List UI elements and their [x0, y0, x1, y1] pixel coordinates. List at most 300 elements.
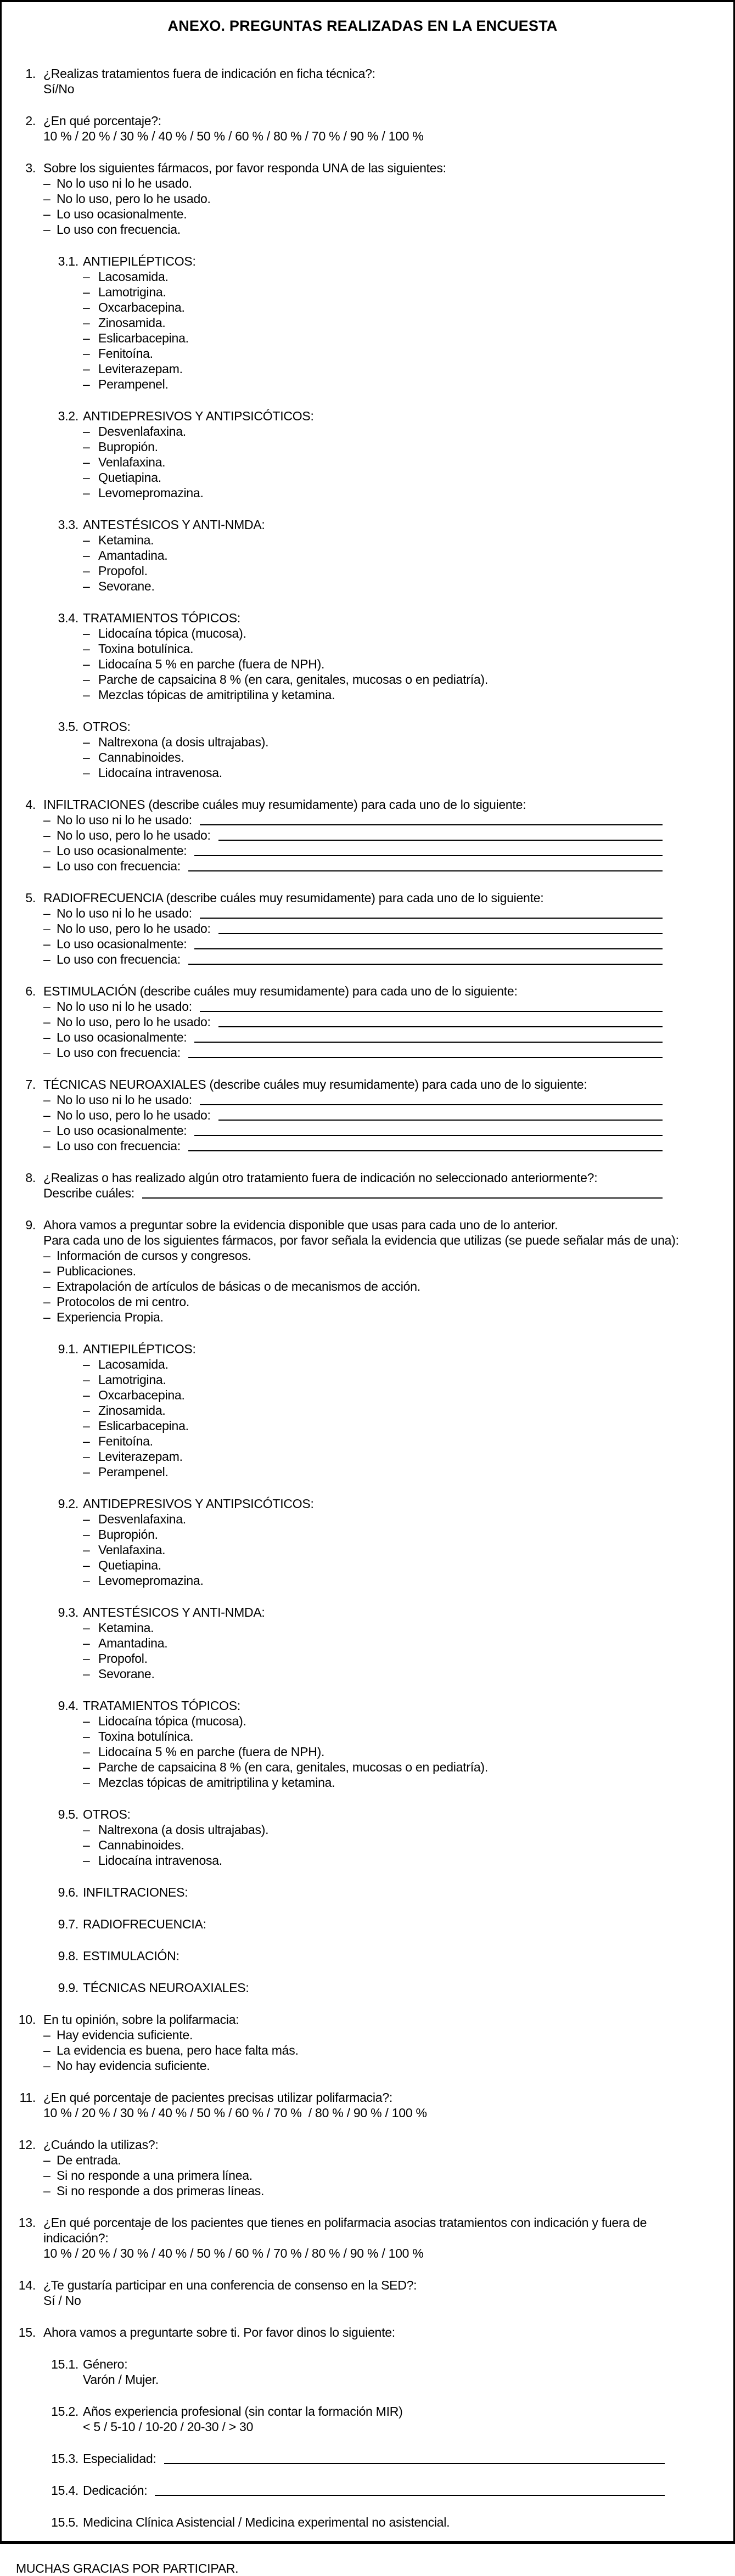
question-content [43, 160, 712, 237]
subsection-15.4 [46, 2483, 733, 2498]
subsection-header-row [46, 2515, 733, 2530]
sub-item-label: Fenitoína. [98, 1434, 153, 1448]
sub-item-row [83, 1403, 714, 1418]
question-9 [16, 1217, 733, 1995]
sub-item-row [83, 330, 714, 346]
question-header-row [16, 66, 733, 97]
sub-item-label: Perampenel. [98, 377, 169, 391]
option-row [43, 812, 712, 828]
sub-item-label: Levomepromazina. [98, 486, 204, 500]
option-label: Lo uso ocasionalmente. [57, 207, 187, 221]
dash-icon: – [83, 1621, 90, 1635]
dash-icon: – [83, 688, 90, 702]
question-content [43, 1077, 712, 1154]
question-content [43, 66, 712, 97]
dash-icon: – [83, 285, 90, 299]
sub-item-label: Lacosamida. [98, 1357, 169, 1371]
question-line [43, 81, 712, 97]
question-line [43, 160, 712, 176]
question-text: ESTIMULACIÓN (describe cuáles muy resumidamente) para cada uno de lo siguiente: [43, 984, 518, 998]
subsection-content [83, 408, 714, 500]
option-row [43, 921, 712, 936]
question-content [43, 797, 712, 874]
blank-line [200, 999, 663, 1012]
subsection-3.5 [46, 719, 733, 780]
subsection-title: ANTESTÉSICOS Y ANTI-NMDA: [83, 518, 265, 532]
dash-icon: – [83, 486, 90, 500]
subsection-9.4 [46, 1698, 733, 1790]
subsection-content [83, 2404, 714, 2434]
subsection-content [83, 1916, 714, 1932]
subsection-header-row [46, 2451, 733, 2466]
option-row [43, 176, 712, 191]
question-line [43, 1170, 712, 1185]
subsection-content [83, 1980, 714, 1995]
sub-item-row [83, 1635, 714, 1651]
question-text: Ahora vamos a preguntar sobre la evidencia disponible que usas para cada uno de lo anterior. [43, 1218, 558, 1232]
subsection-number: 9.8. [58, 1949, 78, 1963]
option-label: No lo uso, pero lo he usado: [57, 921, 211, 936]
dash-icon: – [43, 937, 51, 951]
question-content [43, 1170, 712, 1201]
question-8 [16, 1170, 733, 1201]
option-row [43, 2152, 712, 2168]
subsection-title-row [83, 1885, 714, 1900]
subsection-number: 9.1. [58, 1342, 78, 1356]
dash-icon: – [43, 1030, 51, 1044]
option-row [43, 206, 712, 222]
question-content [43, 2012, 712, 2073]
subsection-content [83, 719, 714, 780]
sub-item-row [83, 470, 714, 485]
dash-icon: – [43, 2184, 51, 2198]
subsection-number: 15.4. [51, 2483, 78, 2498]
question-text: ¿Te gustaría participar en una conferencia de consenso en la SED?: [43, 2278, 417, 2292]
blank-line [194, 1123, 663, 1136]
question-header-row [16, 1170, 733, 1201]
option-row [43, 1030, 712, 1045]
subsection-title: OTROS: [83, 1807, 131, 1821]
blank-line [218, 828, 663, 841]
question-13 [16, 2215, 733, 2261]
blank-line [188, 1045, 663, 1058]
subsection-title: INFILTRACIONES: [83, 1885, 188, 1899]
subsection-number: 9.5. [58, 1807, 78, 1821]
option-label: No lo uso ni lo he usado: [57, 813, 192, 827]
question-header-row [16, 983, 733, 1060]
sub-item-row [83, 672, 714, 687]
dash-icon: – [83, 1651, 90, 1666]
sub-item-label: Propofol. [98, 564, 148, 578]
sub-item-row [83, 315, 714, 330]
blank-line [164, 2451, 665, 2464]
subsection-9.3 [46, 1605, 733, 1681]
sub-item-label: Lidocaína 5 % en parche (fuera de NPH). [98, 1745, 325, 1759]
sub-item-row [83, 1744, 714, 1759]
blank-line [218, 921, 663, 934]
subsection-header-row [46, 408, 733, 500]
sub-item-row [83, 1511, 714, 1527]
sub-item-label: Parche de capsaicina 8 % (en cara, genitales, mucosas o en pediatría). [98, 1760, 488, 1774]
question-text: Sí/No [43, 82, 75, 96]
question-6 [16, 983, 733, 1060]
subsection-title: ANTIDEPRESIVOS Y ANTIPSICÓTICOS: [83, 1497, 314, 1511]
option-row [43, 952, 712, 967]
option-label: No lo uso, pero lo he usado: [57, 828, 211, 842]
subsection-content [83, 1496, 714, 1588]
subsection-content [83, 2483, 714, 2498]
sub-item-row [83, 1449, 714, 1464]
sub-item-row [83, 1433, 714, 1449]
dash-icon: – [43, 843, 51, 858]
dash-icon: – [83, 1823, 90, 1837]
dash-icon: – [83, 470, 90, 485]
dash-icon: – [83, 1745, 90, 1759]
option-row [43, 2058, 712, 2073]
question-number: 5. [25, 891, 36, 905]
sub-item-row [83, 765, 714, 780]
option-label: No hay evidencia suficiente. [57, 2058, 210, 2073]
subsection-9.6 [46, 1885, 733, 1900]
subsection-9.9 [46, 1980, 733, 1995]
subsection-title: OTROS: [83, 719, 131, 734]
subsection-content [83, 2515, 714, 2530]
option-label: Experiencia Propia. [57, 1310, 164, 1324]
sub-item-row [83, 424, 714, 439]
subsection-header-row [46, 1916, 733, 1932]
sub-item-row [83, 1372, 714, 1387]
question-header-row [16, 797, 733, 874]
blank-line [142, 1185, 663, 1199]
subsection-title: ANTIDEPRESIVOS Y ANTIPSICÓTICOS: [83, 409, 314, 423]
subsection-9.1 [46, 1341, 733, 1480]
subsection-title-row [83, 1496, 714, 1511]
subsection-content [83, 517, 714, 594]
sub-item-label: Parche de capsaicina 8 % (en cara, genitales, mucosas o en pediatría). [98, 672, 488, 687]
blank-line [194, 843, 663, 856]
question-text: ¿En qué porcentaje?: [43, 114, 161, 128]
option-row [43, 858, 712, 874]
question-line [43, 1217, 712, 1233]
subsection-title-row [83, 610, 714, 626]
question-header-row [16, 113, 733, 144]
question-line [43, 983, 712, 999]
option-label: Extrapolación de artículos de básicas o de mecanismos de acción. [57, 1279, 420, 1293]
option-label: Lo uso con frecuencia: [57, 1045, 181, 1060]
sub-item-row [83, 1853, 714, 1868]
option-label: Información de cursos y congresos. [57, 1248, 251, 1263]
question-text: En tu opinión, sobre la polifarmacia: [43, 2012, 239, 2027]
question-number: 14. [18, 2278, 36, 2292]
sub-item-row [83, 376, 714, 392]
sub-item-row [83, 1527, 714, 1542]
blank-line [194, 1030, 663, 1043]
subsection-9.5 [46, 1807, 733, 1868]
option-label: Lo uso con frecuencia: [57, 859, 181, 873]
dash-icon: – [83, 1853, 90, 1868]
question-header-row [16, 2325, 733, 2340]
subsection-title: Especialidad: [83, 2451, 156, 2466]
option-row [43, 828, 712, 843]
sub-item-row [83, 532, 714, 548]
option-row [43, 1263, 712, 1279]
option-label: Si no responde a dos primeras líneas. [57, 2184, 265, 2198]
sub-item-row [83, 1557, 714, 1573]
dash-icon: – [83, 1729, 90, 1743]
subsection-number: 3.5. [58, 719, 78, 734]
question-line [43, 66, 712, 81]
dash-icon: – [43, 207, 51, 221]
subsection-number: 9.6. [58, 1885, 78, 1899]
question-text: RADIOFRECUENCIA (describe cuáles muy resumidamente) para cada uno de lo siguiente: [43, 891, 544, 905]
question-number: 2. [25, 114, 36, 128]
question-header-row [16, 2137, 733, 2198]
subsection-content [83, 1807, 714, 1868]
option-label: Hay evidencia suficiente. [57, 2028, 193, 2042]
subsection-content [83, 610, 714, 702]
question-1 [16, 66, 733, 97]
option-row [43, 905, 712, 921]
subsection-title-row [83, 1916, 714, 1932]
question-line [43, 1233, 712, 1248]
dash-icon: – [83, 626, 90, 640]
dash-icon: – [43, 176, 51, 190]
question-text: ¿En qué porcentaje de los pacientes que tienes en polifarmacia asocias tratamientos con indicación y fuera de indicación?: [43, 2215, 650, 2245]
subsection-number: 3.3. [58, 518, 78, 532]
subsection-header-row [46, 254, 733, 392]
subsection-header-row [46, 1980, 733, 1995]
subsection-header-row [46, 1496, 733, 1588]
blank-line [218, 1014, 663, 1027]
sub-item-label: Leviterazepam. [98, 1449, 183, 1464]
sub-item-label: Ketamina. [98, 533, 154, 547]
dash-icon: – [43, 999, 51, 1014]
question-line [43, 2246, 712, 2261]
sub-item-label: Lidocaína tópica (mucosa). [98, 626, 246, 640]
subsection-header-row [46, 1698, 733, 1790]
dash-icon: – [83, 440, 90, 454]
subsection-header-row [46, 1885, 733, 1900]
subsection-title-row [83, 719, 714, 734]
subsection-title-row [83, 1948, 714, 1964]
question-5 [16, 890, 733, 967]
dash-icon: – [83, 642, 90, 656]
sub-item-label: Desvenlafaxina. [98, 1512, 186, 1526]
sub-item-label: Lidocaína tópica (mucosa). [98, 1714, 246, 1728]
subsection-content [83, 1885, 714, 1900]
questions-list [16, 66, 733, 2530]
question-line [43, 2012, 712, 2027]
sub-item-label: Zinosamida. [98, 316, 166, 330]
dash-icon: – [43, 2168, 51, 2183]
option-row [43, 191, 712, 206]
dash-icon: – [83, 1775, 90, 1790]
dash-icon: – [83, 1543, 90, 1557]
subsection-15.1 [46, 2356, 733, 2387]
sub-item-row [83, 626, 714, 641]
question-number: 8. [25, 1171, 36, 1185]
sub-item-label: Toxina botulínica. [98, 642, 194, 656]
question-text: Para cada uno de los siguientes fármacos, por favor señala la evidencia que utilizas (se puede señalar más de una): [43, 1233, 679, 1247]
subsection-header-row [46, 2404, 733, 2434]
question-number: 15. [18, 2325, 36, 2339]
option-label: Lo uso con frecuencia. [57, 222, 181, 237]
sub-item-label: Naltrexona (a dosis ultrajabas). [98, 1823, 269, 1837]
option-row [43, 1248, 712, 1263]
dash-icon: – [83, 1838, 90, 1852]
question-line [43, 1185, 712, 1201]
sub-item-label: Venlafaxina. [98, 455, 166, 469]
question-content [43, 983, 712, 1060]
subsection-title-row [83, 2404, 714, 2419]
subsection-title: Género: [83, 2357, 128, 2371]
dash-icon: – [43, 1264, 51, 1278]
sub-item-row [83, 687, 714, 702]
subsection-content [83, 254, 714, 392]
option-row [43, 1092, 712, 1107]
sub-item-label: Amantadina. [98, 1636, 168, 1650]
question-number: 7. [25, 1077, 36, 1092]
sub-item-row [83, 750, 714, 765]
question-number: 9. [25, 1218, 36, 1232]
sub-item-row [83, 1713, 714, 1729]
question-text: Sí / No [43, 2293, 81, 2308]
sub-item-label: Fenitoína. [98, 346, 153, 361]
question-4 [16, 797, 733, 874]
question-content [43, 1217, 712, 1325]
subsection-header-row [46, 610, 733, 702]
subsection-title-row [83, 1698, 714, 1713]
option-label: No lo uso, pero lo he usado: [57, 1015, 211, 1029]
question-line [43, 128, 712, 144]
dash-icon: – [83, 750, 90, 764]
subsection-number: 15.5. [51, 2515, 78, 2529]
option-label: No lo uso, pero lo he usado: [57, 1108, 211, 1122]
sub-item-label: Oxcarbacepina. [98, 300, 185, 314]
subsection-9.8 [46, 1948, 733, 1964]
subsection-header-row [46, 1948, 733, 1964]
option-row [43, 2027, 712, 2043]
subsection-title: Años experiencia profesional (sin contar la formación MIR) [83, 2404, 403, 2418]
subsection-15.3 [46, 2451, 733, 2466]
subsection-header-row [46, 2483, 733, 2498]
sub-item-row [83, 439, 714, 454]
option-row [43, 2168, 712, 2183]
sub-item-row [83, 1573, 714, 1588]
sub-item-label: Lidocaína intravenosa. [98, 1853, 222, 1868]
dash-icon: – [43, 2043, 51, 2057]
question-line [43, 113, 712, 128]
question-line [43, 1077, 712, 1092]
blank-line [188, 1138, 663, 1151]
dash-icon: – [83, 1527, 90, 1542]
question-line [43, 2277, 712, 2293]
sub-item-label: Oxcarbacepina. [98, 1388, 185, 1402]
blank-line [188, 858, 663, 871]
question-10 [16, 2012, 733, 2073]
question-line [43, 2137, 712, 2152]
question-12 [16, 2137, 733, 2198]
question-header-row [16, 160, 733, 237]
dash-icon: – [43, 2028, 51, 2042]
sub-item-row [83, 269, 714, 284]
question-14 [16, 2277, 733, 2308]
subsection-title-row [83, 1807, 714, 1822]
sub-item-label: Zinosamida. [98, 1403, 166, 1418]
question-text: ¿Realizas o has realizado algún otro tratamiento fuera de indicación no seleccionado anteriormente?: [43, 1171, 598, 1185]
question-header-row [16, 1217, 733, 1325]
dash-icon: – [43, 1093, 51, 1107]
sub-item-row [83, 1775, 714, 1790]
dash-icon: – [83, 316, 90, 330]
sub-item-row [83, 346, 714, 361]
option-row [43, 1294, 712, 1309]
question-number: 10. [18, 2012, 36, 2027]
sub-item-label: Lamotrigina. [98, 285, 166, 299]
dash-icon: – [43, 828, 51, 842]
blank-line [188, 952, 663, 965]
dash-icon: – [43, 1139, 51, 1153]
subsection-15.2 [46, 2404, 733, 2434]
sub-item-row [83, 734, 714, 750]
option-label: No lo uso ni lo he usado. [57, 176, 192, 190]
subsection-header-row [46, 2356, 733, 2387]
question-header-row [16, 2215, 733, 2261]
subsection-number: 3.4. [58, 611, 78, 625]
question-line [43, 2215, 712, 2246]
dash-icon: – [43, 1108, 51, 1122]
option-label: No lo uso ni lo he usado: [57, 906, 192, 920]
sub-item-label: Lacosamida. [98, 269, 169, 284]
dash-icon: – [43, 906, 51, 920]
sub-item-row [83, 454, 714, 470]
option-row [43, 1138, 712, 1154]
dash-icon: – [43, 813, 51, 827]
sub-item-label: Ketamina. [98, 1621, 154, 1635]
dash-icon: – [43, 921, 51, 936]
sub-line: Varón / Mujer. [83, 2372, 159, 2387]
dash-icon: – [83, 346, 90, 361]
dash-icon: – [83, 1465, 90, 1479]
option-row [43, 1107, 712, 1123]
sub-item-row [83, 485, 714, 500]
dash-icon: – [83, 1434, 90, 1448]
option-label: Protocolos de mi centro. [57, 1295, 190, 1309]
question-content [43, 2137, 712, 2198]
page-title: ANEXO. PREGUNTAS REALIZADAS EN LA ENCUESTA [167, 18, 558, 34]
question-content [43, 113, 712, 144]
sub-item-label: Sevorane. [98, 579, 155, 593]
option-row [43, 843, 712, 858]
sub-item-label: Sevorane. [98, 1667, 155, 1681]
subsection-content [83, 2356, 714, 2387]
sub-item-row [83, 1837, 714, 1853]
question-header-row [16, 2012, 733, 2073]
sub-item-row [83, 1542, 714, 1557]
sub-item-label: Propofol. [98, 1651, 148, 1666]
subsection-number: 9.7. [58, 1917, 78, 1931]
subsection-content [83, 2451, 714, 2466]
sub-item-row [83, 563, 714, 578]
sub-item-label: Naltrexona (a dosis ultrajabas). [98, 735, 269, 749]
sub-item-label: Cannabinoides. [98, 1838, 184, 1852]
subsection-title: ANTIEPILÉPTICOS: [83, 254, 196, 268]
subsection-title-row [83, 254, 714, 269]
subsection-title-row [83, 408, 714, 424]
question-7 [16, 1077, 733, 1154]
dash-icon: – [83, 1512, 90, 1526]
option-row [43, 2183, 712, 2198]
